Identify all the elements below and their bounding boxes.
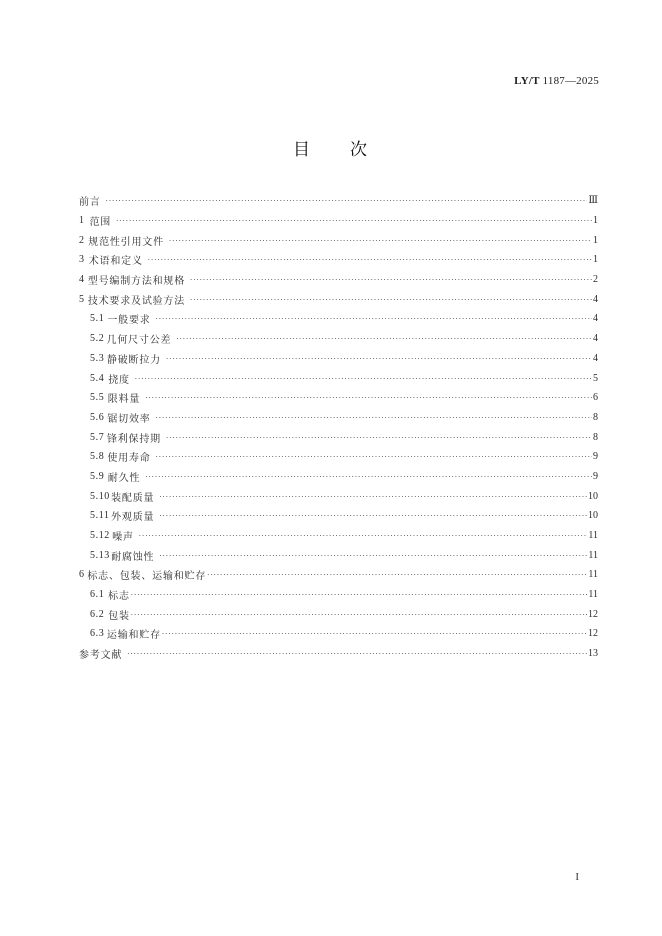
toc-entry-title: 锋利保持期 [106,433,161,445]
toc-entry-1[interactable] [79,211,598,231]
toc-entry-number: 4 [79,274,85,286]
toc-entry-number: 5.2 [90,333,105,345]
toc-entry-page: 4 [593,313,598,325]
toc-entry-5-7[interactable] [79,427,598,447]
toc-entry-title: 耐久性 [107,472,141,484]
toc-entry-number: 5.9 [90,470,105,482]
toc-entry-title: 静破断拉力 [106,354,161,366]
toc-entry-5[interactable] [79,289,598,309]
toc-entry-number: 5.13 [90,549,110,561]
toc-entry-title: 前言 [79,197,101,209]
toc-entry-title: 参考文献 [79,650,123,662]
toc-entry-number: 6 [79,569,85,581]
toc-entry-title: 锯切效率 [107,413,151,425]
toc-entry-3[interactable] [79,250,598,270]
toc-entry-number: 5.11 [90,510,110,522]
toc-entry-number: 6.1 [90,589,105,601]
toc-leader-dots [145,474,592,481]
toc-entry-title: 外观质量 [111,512,155,524]
toc-leader-dots [131,592,588,599]
toc-entry-6-2[interactable] [79,604,598,624]
toc-entry-title: 包装 [108,610,130,622]
toc-entry-page: 4 [593,293,598,305]
toc-entry-number: 5.5 [90,392,105,404]
toc-leader-dots [131,612,587,619]
toc-entry-number: 5.4 [90,372,105,384]
toc-leader-dots [176,336,592,343]
toc-entry-title: 使用寿命 [107,453,151,465]
toc-entry-title: 运输和贮存 [106,630,161,642]
toc-leader-dots [156,454,592,461]
toc-entry-number: 5.12 [90,530,110,542]
toc-entry-number: 5.6 [90,411,105,423]
toc-leader-dots [156,415,592,422]
toc-entry-4[interactable] [79,270,598,290]
toc-leader-dots [169,238,592,245]
toc-leader-dots [162,631,587,638]
toc-entry-page: 1 [593,254,598,266]
toc-entry-6-3[interactable] [79,624,598,644]
toc-entry-title: 范围 [89,217,112,229]
toc-entry-5-10[interactable] [79,486,598,506]
toc-entry-page: 11 [588,589,598,601]
toc-entry-bibliography[interactable] [79,644,598,664]
toc-entry-number: 5.3 [90,352,105,364]
toc-entry-number: 3 [79,254,85,266]
toc-entry-5-3[interactable] [79,349,598,369]
toc-entry-title: 挠度 [108,374,130,386]
toc-entry-6-1[interactable] [79,585,598,605]
toc-leader-dots [190,297,592,304]
toc-leader-dots [166,356,592,363]
toc-entry-page: 4 [593,352,598,364]
toc-entry-page: 10 [588,490,598,502]
toc-leader-dots [116,218,592,225]
toc-leader-dots [159,494,587,501]
standard-prefix: LY/T [514,75,540,87]
toc-entry-page: Ⅲ [588,195,598,207]
standard-number: 1187—2025 [542,75,599,87]
toc-entry-number: 1 [79,215,85,227]
toc-entry-5-2[interactable] [79,329,598,349]
toc-entry-page: 11 [588,569,598,581]
page-title-char-1: 目 [293,140,312,160]
toc-entry-page: 1 [593,234,598,246]
toc-entry-foreword[interactable] [79,191,598,211]
page-title-char-2: 次 [350,140,369,160]
toc-entry-2[interactable] [79,230,598,250]
toc-entry-number: 5.1 [90,313,105,325]
toc-leader-dots [139,533,588,540]
toc-entry-title: 技术要求及试验方法 [87,295,186,307]
toc-entry-title: 噪声 [112,532,134,544]
toc-entry-5-8[interactable] [79,447,598,467]
toc-entry-number: 2 [79,234,85,246]
toc-entry-number: 5.10 [90,490,110,502]
toc-leader-dots [190,277,592,284]
toc-entry-page: 5 [593,372,598,384]
toc-leader-dots [145,395,592,402]
toc-leader-dots [156,316,592,323]
toc-entry-5-12[interactable] [79,526,598,546]
toc-entry-page: 12 [588,608,598,620]
toc-leader-dots [159,513,587,520]
toc-entry-number: 5.7 [90,431,105,443]
toc-entry-title: 几何尺寸公差 [106,335,172,347]
toc-leader-dots [106,198,588,205]
toc-entry-title: 规范性引用文件 [88,236,164,248]
toc-entry-5-4[interactable] [79,368,598,388]
toc-leader-dots [127,651,587,658]
toc-entry-number: 5 [79,293,85,305]
toc-entry-title: 装配质量 [111,492,155,504]
toc-entry-page: 11 [588,549,598,561]
toc-entry-5-6[interactable] [79,408,598,428]
toc-entry-page: 9 [593,451,598,463]
toc-entry-title: 限料量 [107,394,141,406]
toc-leader-dots [135,376,592,383]
toc-entry-page: 13 [588,648,598,660]
toc-entry-page: 9 [593,470,598,482]
toc-entry-title: 一般要求 [107,315,151,327]
toc-entry-number: 6.2 [90,608,105,620]
toc-entry-title: 标志、包装、运输和贮存 [87,571,207,583]
toc-entry-title: 标志 [108,591,130,603]
toc-entry-title: 术语和定义 [88,256,143,268]
toc-entry-6[interactable] [79,565,598,585]
toc-leader-dots [159,553,587,560]
toc-entry-title: 耐腐蚀性 [111,551,155,563]
toc-entry-page: 8 [593,431,598,443]
toc-leader-dots [166,435,592,442]
toc-entry-page: 10 [588,510,598,522]
toc-entry-5-13[interactable] [79,545,598,565]
toc-entry-5-9[interactable] [79,467,598,487]
toc-entry-page: 2 [593,274,598,286]
page-number: I [575,871,579,883]
toc-entry-page: 1 [593,215,598,227]
toc-leader-dots [207,572,587,579]
toc-entry-page: 12 [588,628,598,640]
toc-entry-page: 6 [593,392,598,404]
toc-leader-dots [148,257,592,264]
toc-entry-5-5[interactable] [79,388,598,408]
toc-entry-number: 6.3 [90,628,105,640]
toc-entry-page: 11 [588,530,598,542]
toc-entry-number: 5.8 [90,451,105,463]
toc-entry-5-1[interactable] [79,309,598,329]
page-title [0,135,662,160]
table-of-contents [79,191,598,664]
toc-entry-title: 型号编制方法和规格 [87,276,186,288]
toc-entry-page: 8 [593,411,598,423]
toc-entry-page: 4 [593,333,598,345]
toc-entry-5-11[interactable] [79,506,598,526]
standard-code [514,75,599,87]
